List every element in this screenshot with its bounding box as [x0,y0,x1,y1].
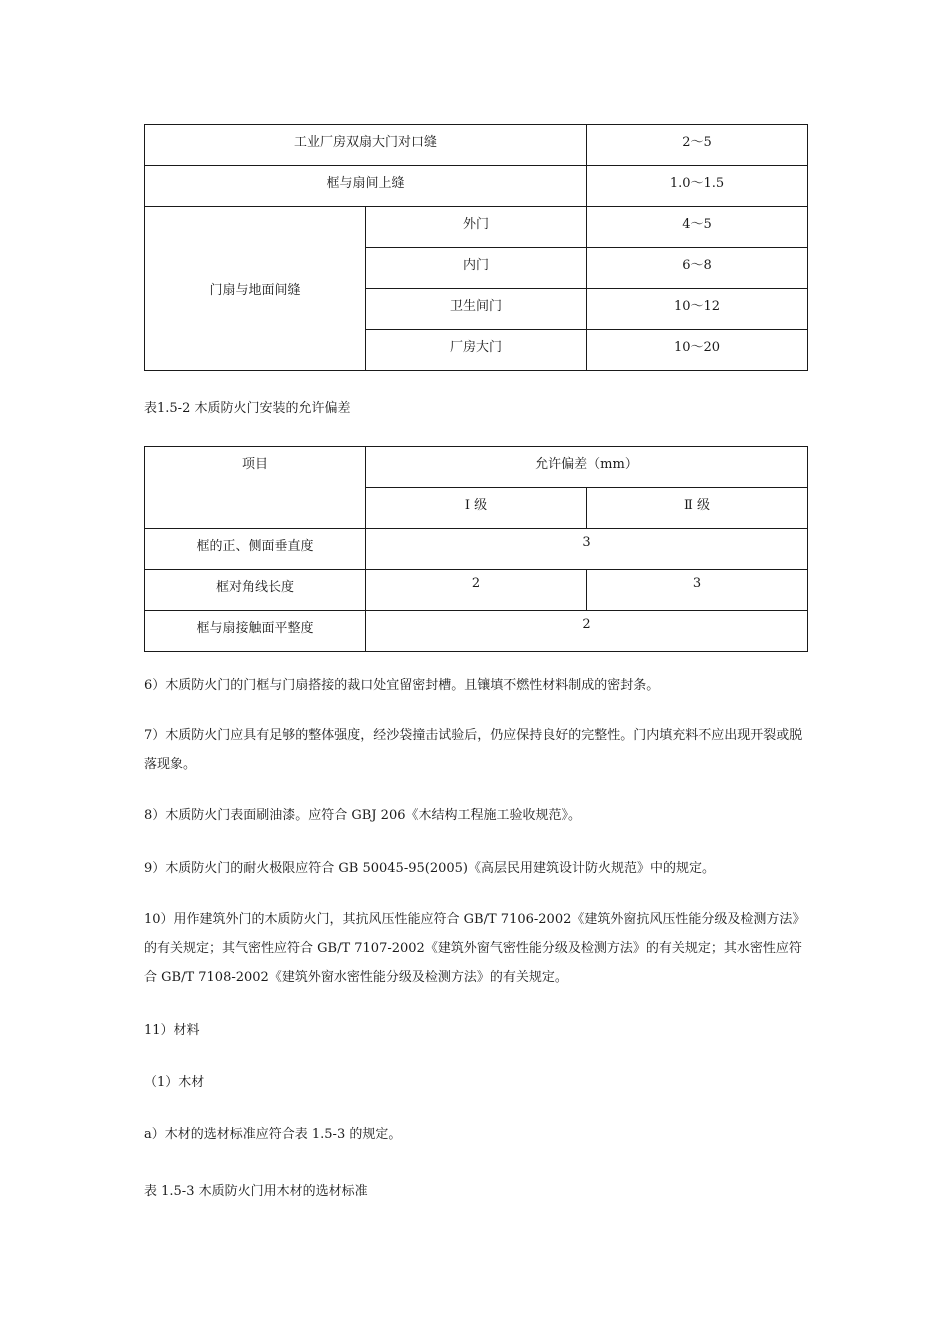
table-row [145,529,808,570]
paragraph: 9）木质防火门的耐火极限应符合 GB 50045-95(2005)《高层民用建筑设计防火规范》中的规定。 [144,861,715,876]
table-cell: 内门 [366,248,587,289]
table-row [145,611,808,652]
table-row [145,166,808,207]
deviation-table [144,446,808,652]
table-caption: 表1.5-2 木质防火门安装的允许偏差 [144,401,351,416]
paragraph: 8）木质防火门表面刷油漆。应符合 GBJ 206《木结构工程施工验收规范》。 [144,808,581,823]
table-cell: 6～8 [587,248,808,289]
table-cell: 厂房大门 [366,330,587,371]
table-row [145,207,808,248]
table-cell: 10～12 [587,289,808,330]
table-cell: 卫生间门 [366,289,587,330]
table-cell: 框的正、侧面垂直度 [145,529,366,570]
table-header-cell: 允许偏差（mm） [366,447,808,488]
table-cell: 工业厂房双扇大门对口缝 [145,125,587,166]
table-cell: 2～5 [587,125,808,166]
paragraph: a）木材的选材标准应符合表 1.5-3 的规定。 [144,1127,402,1142]
table-caption: 表 1.5-3 木质防火门用木材的选材标准 [144,1184,368,1199]
paragraph: 7）木质防火门应具有足够的整体强度，经沙袋撞击试验后，仍应保持良好的完整性。门内填充料不应出现开裂或脱落现象。 [144,728,803,772]
table-cell: 外门 [366,207,587,248]
table-cell: 3 [366,529,808,570]
table-cell: 2 [366,570,587,611]
table-cell: 框与扇间上缝 [145,166,587,207]
table-header-cell: 项目 [145,447,366,529]
table-cell: 框对角线长度 [145,570,366,611]
table-cell: 3 [587,570,808,611]
table-cell: 4～5 [587,207,808,248]
paragraph: 11）材料 [144,1023,200,1038]
table-cell: 10～20 [587,330,808,371]
table-header-cell: Ⅱ 级 [587,488,808,529]
table-cell: 1.0～1.5 [587,166,808,207]
paragraph: （1）木材 [144,1075,205,1090]
table-row [145,570,808,611]
gap-table [144,124,808,371]
paragraph: 10）用作建筑外门的木质防火门，其抗风压性能应符合 GB/T 7106-2002《建筑外窗抗风压性能分级及检测方法》的有关规定；其气密性应符合 GB/T 7107-2002《建筑外窗气密性能分级及检测方法》的有关规定；其水密性应符合 GB/T 7108-2002《建筑外窗水密性能分级及检测方法》的有关规定。 [144,912,806,985]
table-header-row [145,447,808,488]
paragraph: 6）木质防火门的门框与门扇搭接的裁口处宜留密封槽。且镶填不燃性材料制成的密封条。 [144,678,660,693]
table-header-cell: Ⅰ 级 [366,488,587,529]
table-cell: 框与扇接触面平整度 [145,611,366,652]
table-row [145,125,808,166]
table-cell-merged: 门扇与地面间缝 [145,207,366,371]
table-cell: 2 [366,611,808,652]
